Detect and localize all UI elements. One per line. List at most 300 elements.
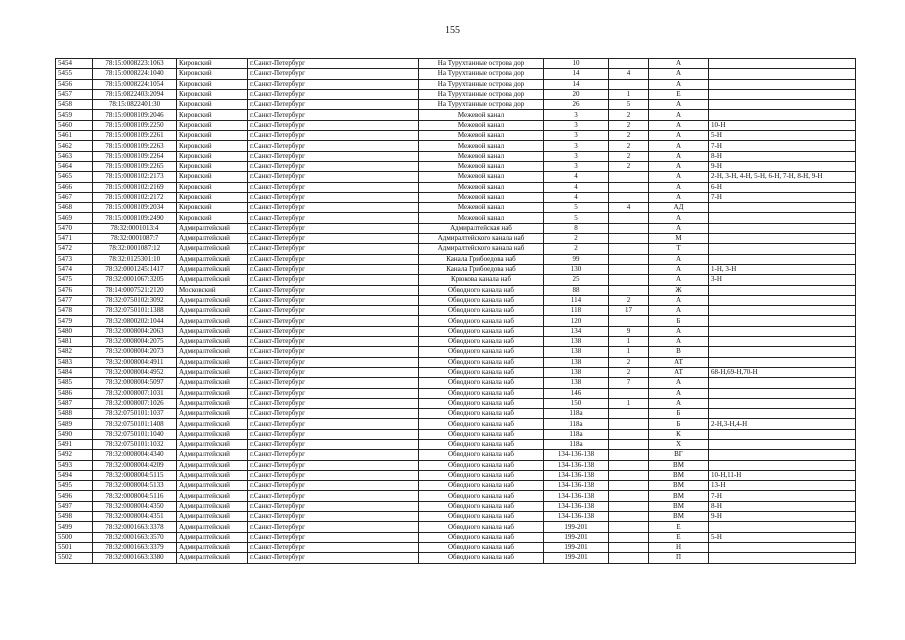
row-number-cell: 5456 [56, 79, 93, 89]
table-row [56, 151, 856, 161]
city-cell: г.Санкт-Петербург [248, 306, 419, 316]
premises-cell [709, 234, 856, 244]
street-cell: Обводного канала наб [419, 367, 544, 377]
cadastral-number-cell: 78:15:0822401:30 [93, 100, 177, 110]
building-number-cell [609, 244, 649, 254]
cadastral-number-cell: 78:32:0001087:7 [93, 234, 177, 244]
row-number-cell: 5462 [56, 141, 93, 151]
cadastral-number-cell: 78:32:0750101:1388 [93, 306, 177, 316]
registry-rows [56, 59, 856, 564]
letter-cell: ВМ [649, 460, 709, 470]
table-row [56, 501, 856, 511]
premises-cell: 10-Н [709, 120, 856, 130]
table-row [56, 542, 856, 552]
building-number-cell [609, 234, 649, 244]
premises-cell: 10-Н,11-Н [709, 470, 856, 480]
row-number-cell: 5460 [56, 120, 93, 130]
table-row [56, 285, 856, 295]
table-row [56, 120, 856, 130]
letter-cell: А [649, 161, 709, 171]
page-number: 155 [445, 25, 460, 36]
letter-cell: А [649, 110, 709, 120]
street-cell: Обводного канала наб [419, 512, 544, 522]
cadastral-number-cell: 78:32:0008004:5133 [93, 481, 177, 491]
street-cell: Обводного канала наб [419, 326, 544, 336]
row-number-cell: 5464 [56, 161, 93, 171]
premises-cell: 2-Н, 3-Н, 4-Н, 5-Н, 6-Н, 7-Н, 8-Н, 9-Н [709, 172, 856, 182]
district-cell: Адмиралтейский [177, 553, 248, 563]
district-cell: Адмиралтейский [177, 512, 248, 522]
district-cell: Кировский [177, 151, 248, 161]
cadastral-number-cell: 78:15:0008109:2490 [93, 213, 177, 223]
house-number-cell: 138 [544, 347, 609, 357]
row-number-cell: 5479 [56, 316, 93, 326]
city-cell: г.Санкт-Петербург [248, 213, 419, 223]
row-number-cell: 5468 [56, 203, 93, 213]
street-cell: Обводного канала наб [419, 306, 544, 316]
row-number-cell: 5457 [56, 89, 93, 99]
row-number-cell: 5494 [56, 470, 93, 480]
building-number-cell [609, 429, 649, 439]
row-number-cell: 5469 [56, 213, 93, 223]
premises-cell: 7-Н [709, 491, 856, 501]
district-cell: Адмиралтейский [177, 275, 248, 285]
cadastral-number-cell: 78:32:0001087:12 [93, 244, 177, 254]
table-row [56, 161, 856, 171]
city-cell: г.Санкт-Петербург [248, 203, 419, 213]
row-number-cell: 5477 [56, 295, 93, 305]
row-number-cell: 5490 [56, 429, 93, 439]
table-row [56, 213, 856, 223]
district-cell: Адмиралтейский [177, 326, 248, 336]
street-cell: Адмиралтейского канала наб [419, 244, 544, 254]
premises-cell [709, 100, 856, 110]
building-number-cell: 1 [609, 337, 649, 347]
street-cell: Межевой канал [419, 131, 544, 141]
building-number-cell [609, 553, 649, 563]
building-number-cell: 1 [609, 398, 649, 408]
building-number-cell [609, 450, 649, 460]
letter-cell: А [649, 295, 709, 305]
premises-cell: 2-Н,3-Н,4-Н [709, 419, 856, 429]
table-row [56, 79, 856, 89]
cadastral-number-cell: 78:14:0007521:2120 [93, 285, 177, 295]
district-cell: Адмиралтейский [177, 388, 248, 398]
table-row [56, 419, 856, 429]
house-number-cell: 138 [544, 367, 609, 377]
district-cell: Кировский [177, 89, 248, 99]
cadastral-number-cell: 78:32:0001245:1417 [93, 264, 177, 274]
premises-cell: 7-Н [709, 141, 856, 151]
table-row [56, 398, 856, 408]
premises-cell [709, 337, 856, 347]
premises-cell [709, 357, 856, 367]
table-row [56, 326, 856, 336]
city-cell: г.Санкт-Петербург [248, 491, 419, 501]
letter-cell: ВМ [649, 501, 709, 511]
row-number-cell: 5480 [56, 326, 93, 336]
row-number-cell: 5454 [56, 59, 93, 69]
street-cell: Обводного канала наб [419, 409, 544, 419]
city-cell: г.Санкт-Петербург [248, 192, 419, 202]
letter-cell: Е [649, 89, 709, 99]
row-number-cell: 5484 [56, 367, 93, 377]
street-cell: Обводного канала наб [419, 398, 544, 408]
house-number-cell: 120 [544, 316, 609, 326]
street-cell: Обводного канала наб [419, 481, 544, 491]
house-number-cell: 25 [544, 275, 609, 285]
street-cell: Обводного канала наб [419, 285, 544, 295]
premises-cell [709, 450, 856, 460]
row-number-cell: 5489 [56, 419, 93, 429]
row-number-cell: 5472 [56, 244, 93, 254]
premises-cell [709, 213, 856, 223]
street-cell: Межевой канал [419, 182, 544, 192]
city-cell: г.Санкт-Петербург [248, 234, 419, 244]
letter-cell: АТ [649, 367, 709, 377]
city-cell: г.Санкт-Петербург [248, 439, 419, 449]
house-number-cell: 2 [544, 244, 609, 254]
city-cell: г.Санкт-Петербург [248, 69, 419, 79]
house-number-cell: 3 [544, 110, 609, 120]
street-cell: Адмиралтейская наб [419, 223, 544, 233]
cadastral-number-cell: 78:15:0008109:2250 [93, 120, 177, 130]
letter-cell: А [649, 172, 709, 182]
city-cell: г.Санкт-Петербург [248, 460, 419, 470]
premises-cell [709, 69, 856, 79]
cadastral-number-cell: 78:15:0822403:2094 [93, 89, 177, 99]
premises-cell [709, 79, 856, 89]
cadastral-number-cell: 78:15:0008109:2264 [93, 151, 177, 161]
table-row [56, 69, 856, 79]
street-cell: Обводного канала наб [419, 388, 544, 398]
table-row [56, 429, 856, 439]
table-row [56, 439, 856, 449]
house-number-cell: 134-136-138 [544, 470, 609, 480]
district-cell: Адмиралтейский [177, 501, 248, 511]
premises-cell: 68-Н,69-Н,70-Н [709, 367, 856, 377]
city-cell: г.Санкт-Петербург [248, 275, 419, 285]
premises-cell [709, 542, 856, 552]
letter-cell: А [649, 398, 709, 408]
table-row [56, 223, 856, 233]
district-cell: Адмиралтейский [177, 316, 248, 326]
letter-cell: А [649, 337, 709, 347]
cadastral-number-cell: 78:32:0008004:5115 [93, 470, 177, 480]
letter-cell: Б [649, 316, 709, 326]
house-number-cell: 134 [544, 326, 609, 336]
premises-cell [709, 110, 856, 120]
building-number-cell [609, 439, 649, 449]
premises-cell [709, 244, 856, 254]
letter-cell: АТ [649, 357, 709, 367]
letter-cell: Н [649, 542, 709, 552]
district-cell: Адмиралтейский [177, 264, 248, 274]
city-cell: г.Санкт-Петербург [248, 141, 419, 151]
street-cell: Межевой канал [419, 110, 544, 120]
letter-cell: АД [649, 203, 709, 213]
cadastral-number-cell: 78:15:0008102:2169 [93, 182, 177, 192]
letter-cell: Б [649, 409, 709, 419]
row-number-cell: 5488 [56, 409, 93, 419]
row-number-cell: 5474 [56, 264, 93, 274]
house-number-cell: 4 [544, 172, 609, 182]
city-cell: г.Санкт-Петербург [248, 131, 419, 141]
premises-cell [709, 306, 856, 316]
city-cell: г.Санкт-Петербург [248, 316, 419, 326]
row-number-cell: 5475 [56, 275, 93, 285]
building-number-cell: 2 [609, 120, 649, 130]
table-row [56, 254, 856, 264]
building-number-cell [609, 213, 649, 223]
row-number-cell: 5481 [56, 337, 93, 347]
premises-cell [709, 295, 856, 305]
city-cell: г.Санкт-Петербург [248, 172, 419, 182]
city-cell: г.Санкт-Петербург [248, 429, 419, 439]
district-cell: Адмиралтейский [177, 398, 248, 408]
city-cell: г.Санкт-Петербург [248, 398, 419, 408]
city-cell: г.Санкт-Петербург [248, 182, 419, 192]
house-number-cell: 14 [544, 79, 609, 89]
table-row [56, 275, 856, 285]
street-cell: Крюкова канала наб [419, 275, 544, 285]
street-cell: Обводного канала наб [419, 460, 544, 470]
premises-cell: 9-Н [709, 161, 856, 171]
row-number-cell: 5493 [56, 460, 93, 470]
house-number-cell: 199-201 [544, 532, 609, 542]
city-cell: г.Санкт-Петербург [248, 501, 419, 511]
letter-cell: Т [649, 244, 709, 254]
house-number-cell: 3 [544, 161, 609, 171]
house-number-cell: 3 [544, 131, 609, 141]
district-cell: Кировский [177, 79, 248, 89]
premises-cell [709, 522, 856, 532]
row-number-cell: 5492 [56, 450, 93, 460]
letter-cell: Б [649, 419, 709, 429]
premises-cell: 8-Н [709, 501, 856, 511]
street-cell: Обводного канала наб [419, 553, 544, 563]
row-number-cell: 5496 [56, 491, 93, 501]
cadastral-number-cell: 78:15:0008102:2173 [93, 172, 177, 182]
district-cell: Адмиралтейский [177, 295, 248, 305]
building-number-cell [609, 419, 649, 429]
house-number-cell: 138 [544, 357, 609, 367]
building-number-cell: 2 [609, 110, 649, 120]
letter-cell: Е [649, 532, 709, 542]
letter-cell: А [649, 213, 709, 223]
district-cell: Кировский [177, 69, 248, 79]
building-number-cell: 5 [609, 100, 649, 110]
row-number-cell: 5486 [56, 388, 93, 398]
district-cell: Адмиралтейский [177, 450, 248, 460]
letter-cell: А [649, 192, 709, 202]
city-cell: г.Санкт-Петербург [248, 378, 419, 388]
letter-cell: А [649, 182, 709, 192]
cadastral-number-cell: 78:15:0008109:2265 [93, 161, 177, 171]
street-cell: На Турухтанные острова дор [419, 59, 544, 69]
premises-cell [709, 89, 856, 99]
premises-cell [709, 409, 856, 419]
cadastral-number-cell: 78:32:0008007:1031 [93, 388, 177, 398]
premises-cell [709, 347, 856, 357]
building-number-cell [609, 316, 649, 326]
letter-cell: ВГ [649, 450, 709, 460]
row-number-cell: 5501 [56, 542, 93, 552]
street-cell: Обводного канала наб [419, 501, 544, 511]
building-number-cell [609, 192, 649, 202]
table-row [56, 316, 856, 326]
premises-cell [709, 326, 856, 336]
building-number-cell [609, 460, 649, 470]
letter-cell: ВМ [649, 512, 709, 522]
row-number-cell: 5499 [56, 522, 93, 532]
table-row [56, 182, 856, 192]
street-cell: Межевой канал [419, 172, 544, 182]
city-cell: г.Санкт-Петербург [248, 59, 419, 69]
letter-cell: П [649, 553, 709, 563]
table-row [56, 532, 856, 542]
building-number-cell [609, 79, 649, 89]
cadastral-number-cell: 78:15:0008224:1054 [93, 79, 177, 89]
cadastral-number-cell: 78:32:0008004:4340 [93, 450, 177, 460]
house-number-cell: 134-136-138 [544, 512, 609, 522]
cadastral-number-cell: 78:32:0750102:3092 [93, 295, 177, 305]
table-row [56, 357, 856, 367]
table-row [56, 110, 856, 120]
premises-cell [709, 388, 856, 398]
street-cell: Межевой канал [419, 161, 544, 171]
cadastral-number-cell: 78:15:0008109:2263 [93, 141, 177, 151]
premises-cell [709, 223, 856, 233]
cadastral-number-cell: 78:15:0008109:2046 [93, 110, 177, 120]
street-cell: Адмиралтейского канала наб [419, 234, 544, 244]
cadastral-number-cell: 78:32:0008004:4952 [93, 367, 177, 377]
city-cell: г.Санкт-Петербург [248, 223, 419, 233]
city-cell: г.Санкт-Петербург [248, 367, 419, 377]
premises-cell: 5-Н [709, 131, 856, 141]
letter-cell: ВМ [649, 470, 709, 480]
cadastral-number-cell: 78:15:0008223:1063 [93, 59, 177, 69]
house-number-cell: 199-201 [544, 553, 609, 563]
row-number-cell: 5466 [56, 182, 93, 192]
house-number-cell: 118а [544, 419, 609, 429]
city-cell: г.Санкт-Петербург [248, 161, 419, 171]
city-cell: г.Санкт-Петербург [248, 542, 419, 552]
letter-cell: А [649, 59, 709, 69]
building-number-cell [609, 275, 649, 285]
district-cell: Адмиралтейский [177, 367, 248, 377]
table-row [56, 470, 856, 480]
district-cell: Кировский [177, 172, 248, 182]
row-number-cell: 5485 [56, 378, 93, 388]
city-cell: г.Санкт-Петербург [248, 151, 419, 161]
row-number-cell: 5482 [56, 347, 93, 357]
letter-cell: А [649, 151, 709, 161]
district-cell: Адмиралтейский [177, 409, 248, 419]
street-cell: Межевой канал [419, 192, 544, 202]
premises-cell [709, 553, 856, 563]
district-cell: Кировский [177, 203, 248, 213]
district-cell: Адмиралтейский [177, 306, 248, 316]
building-number-cell [609, 182, 649, 192]
table-row [56, 367, 856, 377]
cadastral-number-cell: 78:32:0008004:4350 [93, 501, 177, 511]
city-cell: г.Санкт-Петербург [248, 481, 419, 491]
row-number-cell: 5498 [56, 512, 93, 522]
premises-cell: 1-Н, 3-Н [709, 264, 856, 274]
district-cell: Кировский [177, 192, 248, 202]
building-number-cell [609, 470, 649, 480]
letter-cell: В [649, 347, 709, 357]
table-row [56, 89, 856, 99]
street-cell: Обводного канала наб [419, 429, 544, 439]
cadastral-number-cell: 78:32:0001067:3205 [93, 275, 177, 285]
cadastral-number-cell: 78:32:0125301:10 [93, 254, 177, 264]
building-number-cell: 17 [609, 306, 649, 316]
city-cell: г.Санкт-Петербург [248, 326, 419, 336]
house-number-cell: 5 [544, 213, 609, 223]
street-cell: На Турухтанные острова дор [419, 89, 544, 99]
house-number-cell: 118а [544, 429, 609, 439]
city-cell: г.Санкт-Петербург [248, 337, 419, 347]
building-number-cell [609, 532, 649, 542]
house-number-cell: 2 [544, 234, 609, 244]
district-cell: Кировский [177, 100, 248, 110]
house-number-cell: 8 [544, 223, 609, 233]
premises-cell [709, 316, 856, 326]
district-cell: Адмиралтейский [177, 254, 248, 264]
table-row [56, 553, 856, 563]
building-number-cell: 2 [609, 161, 649, 171]
letter-cell: А [649, 378, 709, 388]
cadastral-number-cell: 78:32:0750101:1032 [93, 439, 177, 449]
building-number-cell [609, 172, 649, 182]
house-number-cell: 99 [544, 254, 609, 264]
building-number-cell: 4 [609, 203, 649, 213]
city-cell: г.Санкт-Петербург [248, 522, 419, 532]
street-cell: Обводного канала наб [419, 347, 544, 357]
table-row [56, 131, 856, 141]
street-cell: На Турухтанные острова дор [419, 79, 544, 89]
city-cell: г.Санкт-Петербург [248, 532, 419, 542]
house-number-cell: 134-136-138 [544, 460, 609, 470]
street-cell: На Турухтанные острова дор [419, 100, 544, 110]
premises-cell: 13-Н [709, 481, 856, 491]
street-cell: Обводного канала наб [419, 295, 544, 305]
house-number-cell: 134-136-138 [544, 450, 609, 460]
house-number-cell: 134-136-138 [544, 491, 609, 501]
letter-cell: А [649, 223, 709, 233]
house-number-cell: 150 [544, 398, 609, 408]
row-number-cell: 5487 [56, 398, 93, 408]
premises-cell [709, 398, 856, 408]
city-cell: г.Санкт-Петербург [248, 110, 419, 120]
cadastral-number-cell: 78:15:0008102:2172 [93, 192, 177, 202]
city-cell: г.Санкт-Петербург [248, 450, 419, 460]
district-cell: Адмиралтейский [177, 491, 248, 501]
house-number-cell: 118а [544, 409, 609, 419]
letter-cell: Ж [649, 285, 709, 295]
house-number-cell: 10 [544, 59, 609, 69]
building-number-cell: 9 [609, 326, 649, 336]
street-cell: Обводного канала наб [419, 542, 544, 552]
table-row [56, 460, 856, 470]
premises-cell [709, 203, 856, 213]
letter-cell: К [649, 429, 709, 439]
building-number-cell [609, 254, 649, 264]
table-row [56, 203, 856, 213]
house-number-cell: 14 [544, 69, 609, 79]
